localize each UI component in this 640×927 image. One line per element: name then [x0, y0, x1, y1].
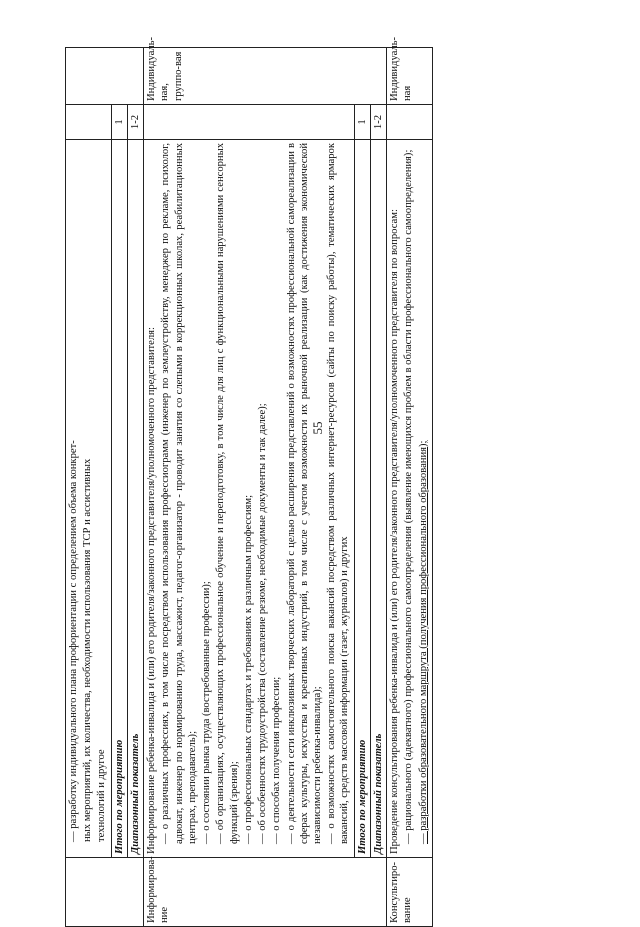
total-label: Итого по мероприятию — [111, 140, 127, 858]
table-row — [127, 48, 143, 927]
range-value: 1-2 — [370, 105, 386, 140]
rotated-table-page — [65, 36, 575, 927]
table-row — [111, 48, 127, 927]
list-item: — разработки образовательного маршрута (получения профессионального образования); — [417, 440, 429, 844]
table-row — [370, 48, 386, 927]
text-line: технологий и другое — [96, 749, 108, 842]
range-label: Диапазонный показатель — [127, 140, 143, 858]
list-item: — о способах получения профессии; — [271, 676, 283, 844]
total-label: Итого по мероприятию — [354, 140, 370, 858]
list-item: — о профессиональных стандартах и требованиях к различным профессиям; — [242, 494, 254, 844]
intro-text: Проведение консультирования ребенка-инвалида и (или) его родителя/законного представителя/уполномоченного представителя по вопросам: — [389, 209, 401, 854]
measure-name: Консультиро-вание — [387, 858, 433, 927]
measure-name: Информирова-ние — [144, 858, 387, 927]
list-item: — об организациях, осуществляющих профессиональное обучение и переподготовку, в том числе для лиц с функциональными нарушениями сенсорных функций (зрения); — [215, 143, 240, 844]
range-value: 1-2 — [127, 105, 143, 140]
text-line: ных мероприятий, их количества, необходимости использования ТСР и ассистивных — [82, 458, 94, 842]
total-value: 1 — [111, 105, 127, 140]
page-number: 55 — [310, 421, 325, 435]
list-item: — о различных профессиях, в том числе посредством использования профессиограмм (инженер по землеустройству, менеджер по рекламе, психолог, адвокат, инженер по нормированию труда, массажист, педагог-организатор - проводит занятия со слепыми в коррекционных школах, реабилитационных центрах, преподаватель); — [160, 143, 198, 844]
list-item: — о состоянии рынка труда (востребованные профессии); — [201, 581, 213, 844]
text-line: — разработку индивидуального плана профориентации с определением объема конкрет- — [68, 440, 79, 842]
form-value: Индивидуаль-ная, группо-вая — [144, 48, 387, 105]
total-value: 1 — [354, 105, 370, 140]
measures-table — [65, 36, 433, 927]
table-row — [66, 48, 112, 927]
list-item: — рационального (адекватного) профессионального самоопределения (выявление имеющихся проблем в области профессионального самоопределения); — [403, 149, 415, 844]
table-row — [354, 48, 370, 927]
list-item: — о деятельности сети инклюзивных творческих лабораторий с целью расширения представлений о возможностях профессиональной самореализации в сферах культуры, искусства и креативных индустрий, в том числе с учетом возможности их рыночной реализации (как достижения экономической независимости ребенка-инвалида); — [285, 143, 323, 844]
range-label: Диапазонный показатель — [370, 140, 386, 858]
form-value: Индивидуаль-ная — [387, 48, 433, 105]
table-row — [387, 48, 433, 927]
table-row — [144, 48, 355, 927]
intro-text: Информирование ребенка-инвалида и (или) его родителя/законного представителя/уполномоченного представителя: — [146, 327, 158, 854]
list-item: — о возможностях самостоятельного поиска вакансий посредством различных интернет-ресурсов (сайты по поиску работы), тематических ярмарок вакансий, средств массовой информации (газет, журналов) и других — [326, 143, 351, 844]
list-item: — об особенностях трудоустройства (составление резюме, необходимые документы и так далее); — [257, 403, 269, 844]
